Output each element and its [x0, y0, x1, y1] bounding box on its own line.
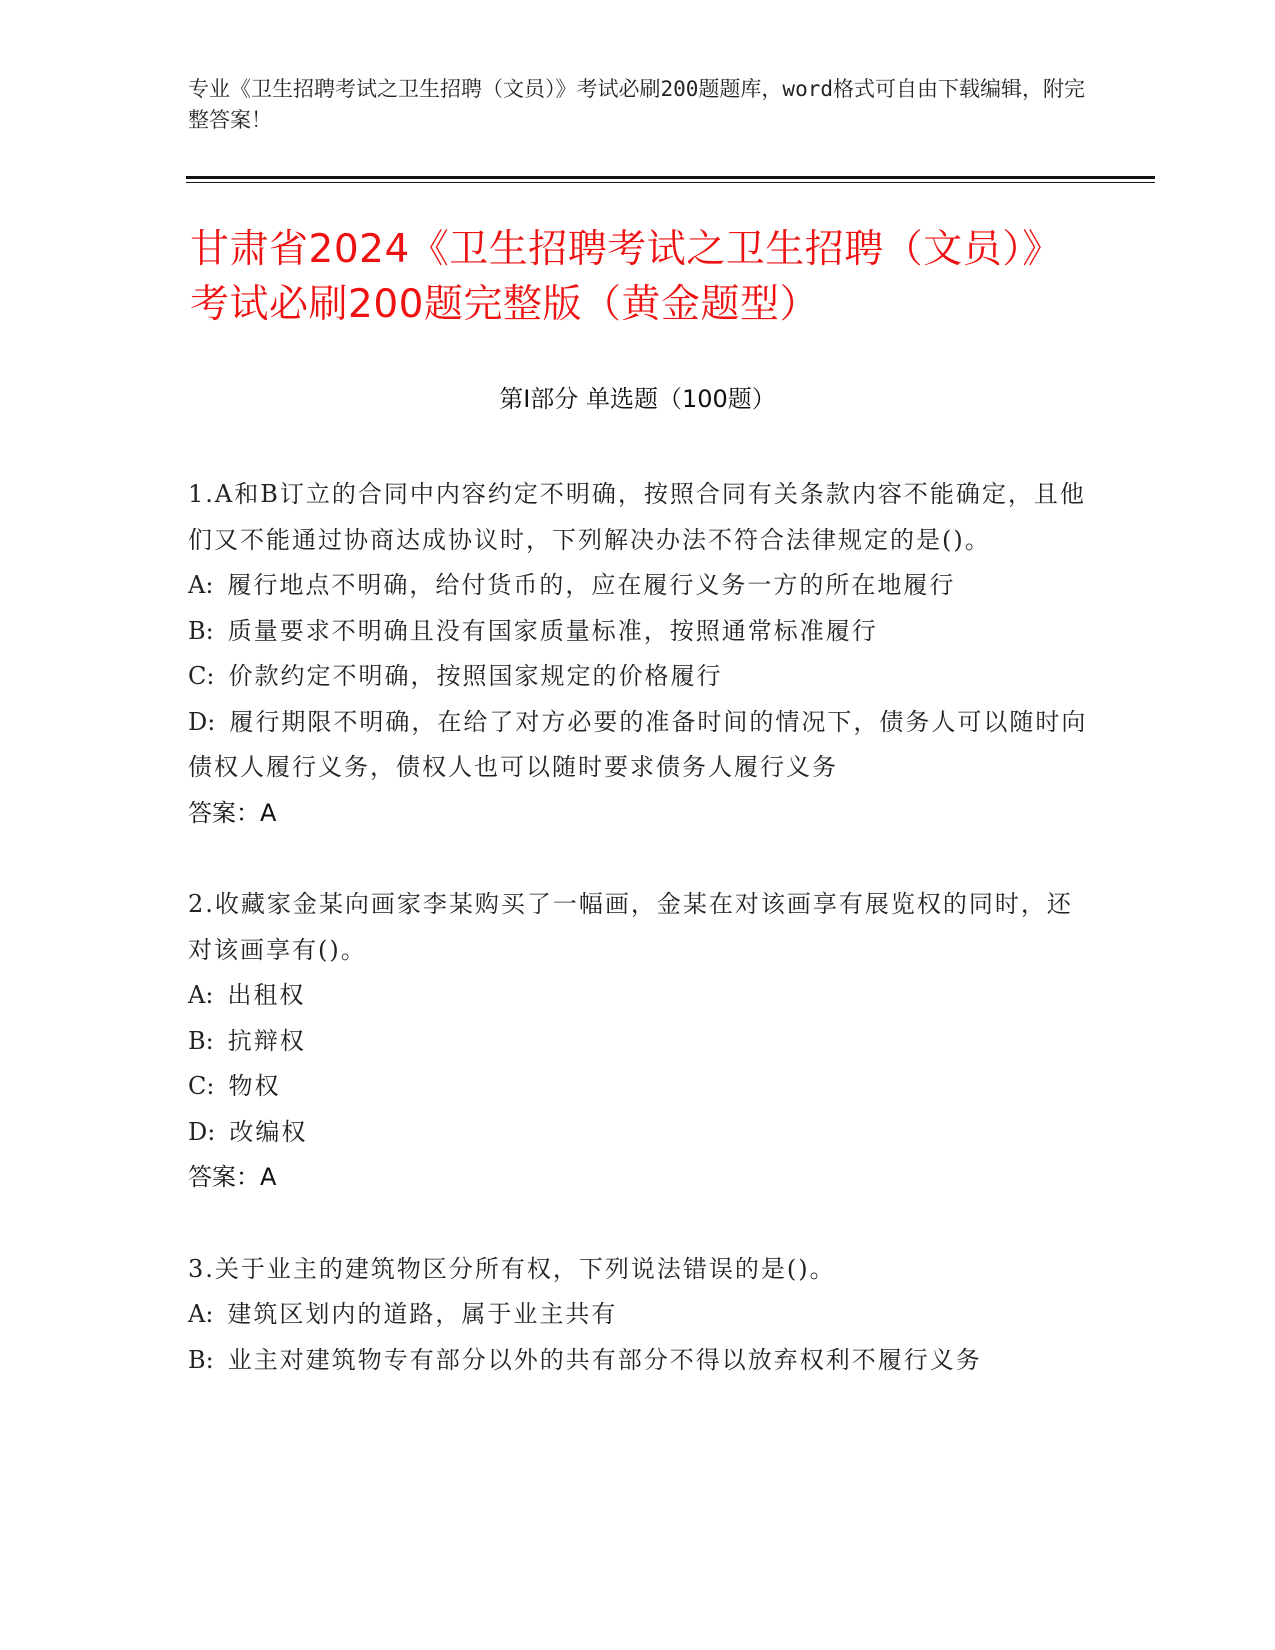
header-rule-thin [186, 182, 1155, 183]
option-key: A: [188, 571, 214, 599]
question-2 [188, 882, 1088, 1201]
question-text: 3.关于业主的建筑物区分所有权，下列说法错误的是()。 [188, 1254, 836, 1283]
option-key: C: [188, 1072, 215, 1100]
header-note: 专业《卫生招聘考试之卫生招聘（文员）》考试必刷200题题库，word格式可自由下载编辑，附完整答案！ [188, 77, 1085, 132]
option-key: C: [188, 662, 215, 690]
answer-line: 答案：A [188, 798, 277, 827]
question-text: 2.收藏家金某向画家李某购买了一幅画，金某在对该画享有展览权的同时，还对该画享有()。 [188, 890, 1073, 964]
option-text: 出租权 [227, 981, 306, 1009]
option-b [188, 609, 1088, 655]
option-key: B: [188, 616, 214, 645]
header-rule-thick [186, 176, 1155, 179]
option-text: 业主对建筑物专有部分以外的共有部分不得以放弃权利不履行义务 [227, 1345, 982, 1374]
question-list [188, 472, 1088, 1429]
option-key: B: [188, 1026, 214, 1055]
option-text: 质量要求不明确且没有国家质量标准，按照通常标准履行 [227, 616, 878, 645]
option-key: B: [188, 1345, 214, 1374]
option-text: 抗辩权 [227, 1026, 306, 1055]
option-a [188, 1292, 1088, 1338]
option-a [188, 563, 1088, 609]
option-text: 履行地点不明确，给付货币的，应在履行义务一方的所在地履行 [227, 571, 956, 599]
option-text: 改编权 [229, 1117, 308, 1146]
question-1 [188, 472, 1088, 836]
option-c [188, 654, 1088, 700]
option-text: 履行期限不明确，在给了对方必要的准备时间的情况下，债务人可以随时向债权人履行义务，债权人也可以随时要求债务人履行义务 [188, 707, 1088, 781]
option-c [188, 1064, 1088, 1110]
option-key: D: [188, 1117, 216, 1146]
option-key: D: [188, 707, 216, 736]
section-heading: 第I部分 单选题（100题） [499, 385, 776, 413]
option-text: 建筑区划内的道路，属于业主共有 [227, 1300, 618, 1328]
option-key: A: [188, 1300, 214, 1328]
option-text: 价款约定不明确，按照国家规定的价格履行 [228, 662, 723, 690]
option-key: A: [188, 981, 214, 1009]
option-text: 物权 [228, 1072, 281, 1100]
question-text: 1.A和B订立的合同中内容约定不明确，按照合同有关条款内容不能确定，且他们又不能通过协商达成协议时，下列解决办法不符合法律规定的是()。 [188, 480, 1086, 554]
option-a [188, 973, 1088, 1019]
answer-line: 答案：A [188, 1163, 277, 1191]
option-b [188, 1019, 1088, 1065]
option-b [188, 1338, 1088, 1384]
document-title: 甘肃省2024《卫生招聘考试之卫生招聘（文员）》考试必刷200题完整版（黄金题型） [190, 227, 1062, 327]
option-d [188, 700, 1088, 791]
question-3 [188, 1247, 1088, 1384]
option-d [188, 1110, 1088, 1156]
